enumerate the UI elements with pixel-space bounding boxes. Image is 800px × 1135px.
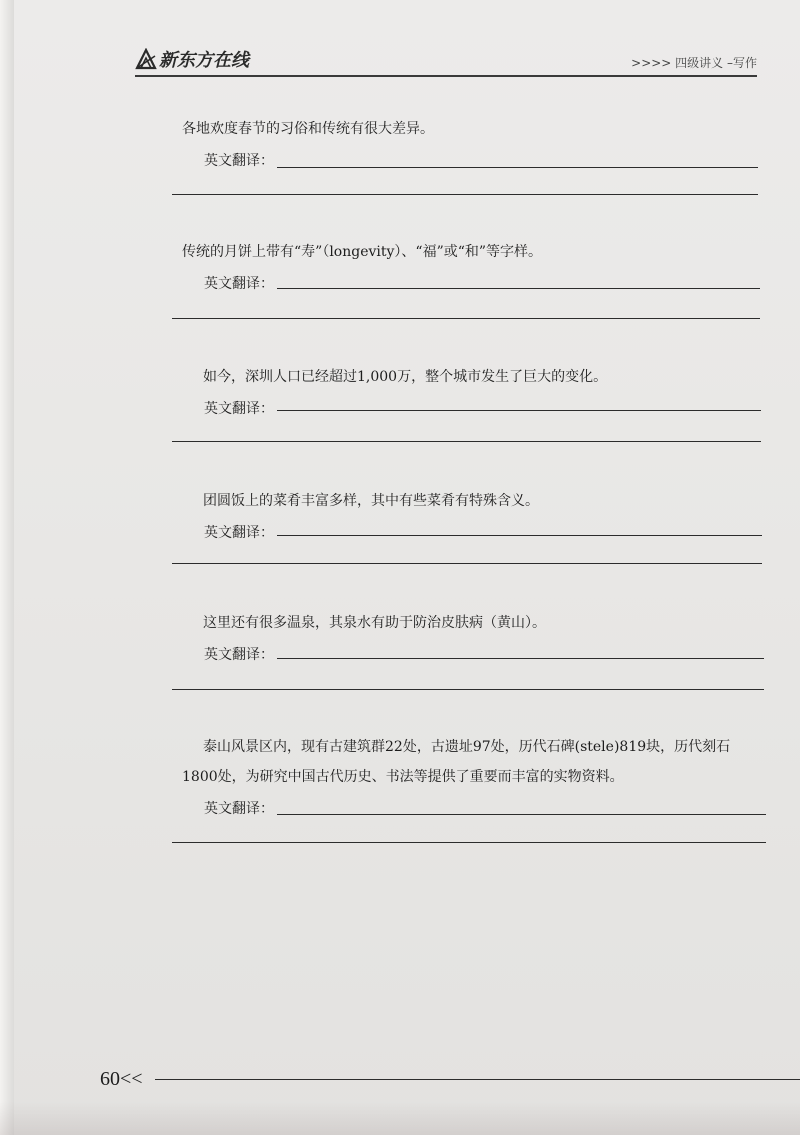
source-sentence-line2: 1800处，为研究中国古代历史、书法等提供了重要而丰富的实物资料。 bbox=[182, 769, 624, 785]
translation-label: 英文翻译： bbox=[204, 647, 274, 663]
header-rule bbox=[135, 75, 757, 77]
brand-logo bbox=[135, 46, 249, 72]
answer-line[interactable] bbox=[172, 842, 766, 843]
answer-line[interactable] bbox=[172, 318, 760, 319]
source-sentence: 各地欢度春节的习俗和传统有很大差异。 bbox=[182, 121, 434, 137]
page-header bbox=[135, 46, 757, 78]
brand-logo-icon bbox=[135, 48, 157, 70]
translation-label: 英文翻译： bbox=[204, 801, 274, 817]
answer-line[interactable] bbox=[172, 563, 762, 564]
footer-rule bbox=[155, 1079, 800, 1080]
source-sentence: 泰山风景区内，现有古建筑群22处，古遗址97处，历代石碑(stele)819块，历代刻石 bbox=[203, 739, 731, 755]
answer-line[interactable] bbox=[277, 167, 758, 168]
answer-line[interactable] bbox=[277, 288, 760, 289]
answer-line[interactable] bbox=[277, 658, 764, 659]
source-sentence: 团圆饭上的菜肴丰富多样，其中有些菜肴有特殊含义。 bbox=[203, 493, 539, 509]
translation-label: 英文翻译： bbox=[204, 276, 274, 292]
page-edge-bottom bbox=[0, 1101, 800, 1135]
answer-line[interactable] bbox=[277, 410, 761, 411]
source-sentence: 如今，深圳人口已经超过1,000万，整个城市发生了巨大的变化。 bbox=[203, 369, 608, 385]
page-edge-left bbox=[0, 0, 14, 1135]
source-sentence: 这里还有很多温泉，其泉水有助于防治皮肤病（黄山）。 bbox=[203, 615, 546, 631]
answer-line[interactable] bbox=[172, 194, 758, 195]
answer-line[interactable] bbox=[277, 535, 762, 536]
answer-line[interactable] bbox=[172, 689, 764, 690]
section-title: >>>> 四级讲义 –写作 bbox=[631, 56, 757, 70]
translation-label: 英文翻译： bbox=[204, 525, 274, 541]
translation-label: 英文翻译： bbox=[204, 153, 274, 169]
answer-line[interactable] bbox=[277, 814, 766, 815]
source-sentence: 传统的月饼上带有“寿”（longevity）、“福”或“和”等字样。 bbox=[182, 244, 543, 260]
brand-name: 新东方在线 bbox=[159, 50, 249, 71]
answer-line[interactable] bbox=[172, 441, 761, 442]
page-number: 60<< bbox=[100, 1068, 143, 1090]
translation-label: 英文翻译： bbox=[204, 401, 274, 417]
